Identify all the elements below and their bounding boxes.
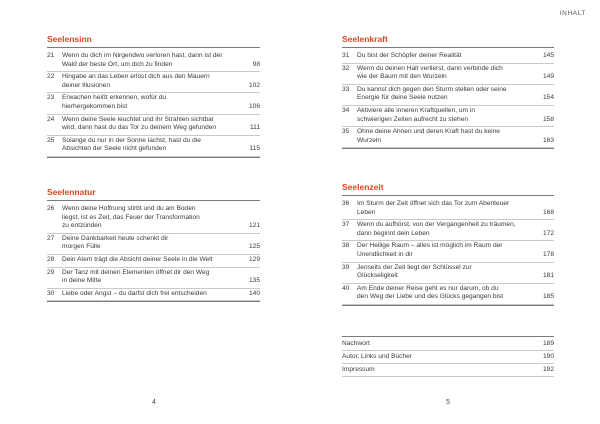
entry-title (62, 205, 236, 231)
entry-title-line: wie der Baum mit den Wurzeln (357, 73, 447, 81)
entry-number: 29 (47, 268, 55, 276)
entry-title-line: Der Heilige Raum – alles ist möglich im Raum der (357, 242, 503, 250)
entry-title-line: Wurzeln (357, 136, 382, 144)
entry-number: 39 (342, 263, 350, 271)
entry-divider (342, 84, 554, 85)
entry-title (357, 264, 530, 281)
entry-title-line: Wenn du aufhörst, von der Vergangenheit zu träumen, (357, 221, 516, 229)
toc-entry (342, 242, 554, 259)
entry-title (357, 200, 530, 217)
entry-page: 106 (248, 102, 260, 110)
entry-title-line: den Weg der Liebe und des Glücks gegangen bist (357, 293, 504, 301)
entry-title (357, 128, 530, 145)
entry-title (62, 137, 236, 154)
entry-number: 26 (47, 205, 55, 212)
entry-title (357, 65, 530, 82)
toc-entry (342, 65, 554, 82)
entry-page: 115 (249, 145, 260, 153)
entry-page: 121 (248, 222, 260, 230)
entry-title (62, 73, 236, 90)
entry-page: 158 (542, 115, 554, 123)
entry-title-line: Im Sturm der Zeit öffnet sich das Tor zum Abenteuer (357, 200, 510, 207)
entry-title-line: Unendlichkeit in dir (357, 250, 413, 258)
entry-divider (47, 288, 260, 289)
entry-divider (47, 92, 260, 93)
entry-title-line: liegst, ist es Zeit, das Feuer der Transformation (62, 213, 200, 221)
entry-page: 168 (542, 208, 554, 216)
entry-divider (342, 262, 554, 263)
entry-divider (47, 71, 260, 72)
entry-title-line: Dein Atem trägt die Absicht deiner Seele in die Welt (62, 256, 213, 263)
entry-number: 22 (47, 73, 55, 81)
entry-title (62, 94, 236, 111)
toc-entry (342, 52, 554, 61)
entry-title-line: zu entzünden (62, 222, 102, 230)
entry-title (357, 242, 530, 259)
entry-divider (342, 350, 554, 351)
toc-entry (342, 107, 554, 124)
entry-title (357, 52, 530, 61)
entry-title-line: Wenn deine Hoffnung stirbt und du am Boden (62, 205, 196, 212)
entry-divider (47, 114, 260, 115)
entry-number: 28 (47, 256, 55, 263)
right-page (300, 0, 600, 424)
entry-number: 40 (342, 284, 350, 292)
entry-number: 31 (342, 52, 350, 59)
entry-page: 140 (248, 289, 260, 297)
entry-title-line: Du bist der Schöpfer deiner Realität (357, 52, 462, 59)
entry-title-line: Wenn deine Seele leuchtet und ihr Strahlen sichtbar (62, 115, 214, 123)
entry-divider (342, 376, 554, 377)
entry-number: 21 (47, 52, 55, 59)
entry-number: 34 (342, 107, 350, 114)
entry-number: 37 (342, 221, 350, 229)
appendix-label: Nachwort (342, 340, 370, 347)
entry-divider (342, 63, 554, 64)
section-rule (342, 195, 554, 196)
appendix-entry (342, 366, 554, 375)
entry-title-line: Absichten der Seele nicht gefunden (62, 145, 167, 153)
entry-title-line: Am Ende deiner Reise geht es nur darum, ob du (357, 284, 499, 292)
entry-title-line: deiner Illusionen (62, 81, 111, 89)
entry-page: 163 (542, 136, 554, 144)
entry-number: 30 (47, 289, 55, 297)
entry-title-line: hierhergekommen bist (62, 102, 128, 110)
entry-title-line: wird, dann hast du das Tor zu deinem Weg gefunden (62, 124, 217, 132)
toc-entry (342, 221, 554, 238)
appendix-entry (342, 340, 554, 349)
entry-title-line: Energie für deine Seele nutzen (357, 94, 448, 102)
entry-title (62, 269, 236, 286)
entry-divider (342, 363, 554, 364)
page-number: 5 (446, 399, 450, 406)
entry-title (62, 52, 236, 69)
toc-entry (47, 116, 260, 133)
entry-title (357, 221, 530, 238)
entry-page: 98 (252, 60, 260, 68)
entry-divider (342, 240, 554, 241)
section-title: Seelennatur (47, 187, 96, 197)
entry-number: 25 (47, 136, 55, 144)
entry-title-line: Aktiviere alle inneren Kraftquellen, um in (357, 107, 476, 114)
toc-entry (47, 73, 260, 90)
entry-page: 178 (542, 250, 554, 258)
section-rule (342, 47, 554, 48)
section-rule (47, 157, 260, 158)
entry-title-line: morgen Fülle (62, 243, 101, 251)
entry-title-line: Deine Dankbarkeit heute schenkt dir (62, 234, 169, 242)
entry-divider (342, 126, 554, 127)
entry-divider (47, 267, 260, 268)
appendix-label: Impressum (342, 366, 375, 373)
toc-entry (47, 94, 260, 111)
entry-title-line: dann beginnt dein Leben (357, 229, 430, 237)
entry-title-line: schwierigen Zeiten aufrecht zu stehen (357, 115, 469, 123)
entry-title-line: Jenseits der Zeit liegt der Schlüssel zur (357, 263, 472, 271)
entry-title (357, 86, 530, 103)
entry-title (62, 256, 236, 265)
entry-title-line: Wenn du deinen Halt verlierst, dann verbinde dich (357, 64, 503, 72)
entry-title-line: Wenn du dich im Nirgendwo verloren hast, dann ist der (62, 52, 223, 59)
entry-title-line: Glückseligkeit (357, 272, 398, 280)
toc-entry (47, 256, 260, 265)
entry-number: 23 (47, 94, 55, 102)
toc-entry (342, 200, 554, 217)
entry-number: 24 (47, 115, 55, 123)
entry-page: 102 (248, 81, 260, 89)
section-rule (47, 200, 260, 201)
entry-title (62, 235, 236, 252)
entry-number: 33 (342, 85, 350, 93)
entry-page: 145 (542, 52, 554, 59)
entry-number: 36 (342, 200, 350, 207)
appendix-page: 189 (542, 340, 554, 347)
page-number: 4 (152, 399, 156, 406)
entry-page: 181 (542, 272, 554, 280)
toc-entry (342, 86, 554, 103)
entry-page: 149 (542, 73, 554, 81)
section-rule (47, 47, 260, 48)
appendix-label: Autor, Links und Bücher (342, 353, 413, 360)
entry-divider (342, 105, 554, 106)
appendix-page: 192 (542, 366, 554, 373)
entry-title (62, 116, 236, 133)
toc-entry (47, 205, 260, 231)
entry-page: 154 (542, 94, 554, 102)
entry-page: 111 (249, 124, 260, 132)
toc-entry (47, 290, 260, 299)
entry-page: 125 (248, 243, 260, 251)
toc-entry (342, 264, 554, 281)
entry-title (62, 290, 236, 299)
toc-entry (342, 128, 554, 145)
section-title: Seelensinn (47, 34, 92, 44)
entry-divider (47, 135, 260, 136)
entry-title-line: in deine Mitte (62, 277, 102, 285)
entry-title (357, 107, 530, 124)
toc-entry (47, 269, 260, 286)
entry-page: 129 (248, 256, 260, 263)
entry-title-line: Der Tanz mit deinen Elementen öffnet dir den Weg (62, 268, 210, 276)
entry-title-line: Hingabe an das Leben erlöst dich aus den Mauern (62, 73, 210, 81)
section-rule (47, 301, 260, 302)
toc-entry (47, 52, 260, 69)
header-title: INHALT (559, 10, 586, 17)
entry-title-line: Solange du nur in der Sonne lachst, hast du die (62, 136, 201, 144)
entry-number: 35 (342, 128, 350, 136)
section-rule (342, 148, 554, 149)
toc-entry (47, 235, 260, 252)
entry-divider (47, 254, 260, 255)
section-title: Seelenkraft (342, 34, 388, 44)
appendix-page: 190 (542, 353, 554, 360)
entry-title-line: Ohne deine Ahnen und deren Kraft hast du keine (357, 128, 500, 136)
section-rule (342, 305, 554, 306)
entry-divider (47, 233, 260, 234)
section-title: Seelenzeit (342, 182, 384, 192)
entry-title-line: Leben (357, 208, 376, 216)
entry-divider (342, 283, 554, 284)
entry-page: 185 (542, 293, 554, 301)
toc-entry (342, 285, 554, 302)
entry-title-line: Wald der beste Ort, um dich zu finden (62, 60, 173, 68)
appendix-rule (342, 336, 554, 337)
entry-page: 135 (248, 277, 260, 285)
entry-title-line: Du kannst dich gegen den Sturm stellen oder seine (357, 85, 507, 93)
entry-number: 38 (342, 242, 350, 250)
entry-number: 27 (47, 234, 55, 242)
toc-entry (47, 137, 260, 154)
entry-title-line: Erwachen heißt erkennen, wofür du (62, 94, 167, 102)
entry-title (357, 285, 530, 302)
entry-page: 172 (542, 229, 554, 237)
entry-title-line: Liebe oder Angst – du darfst dich frei entscheiden (62, 289, 207, 297)
entry-divider (342, 219, 554, 220)
entry-number: 32 (342, 64, 350, 72)
appendix-entry (342, 353, 554, 362)
